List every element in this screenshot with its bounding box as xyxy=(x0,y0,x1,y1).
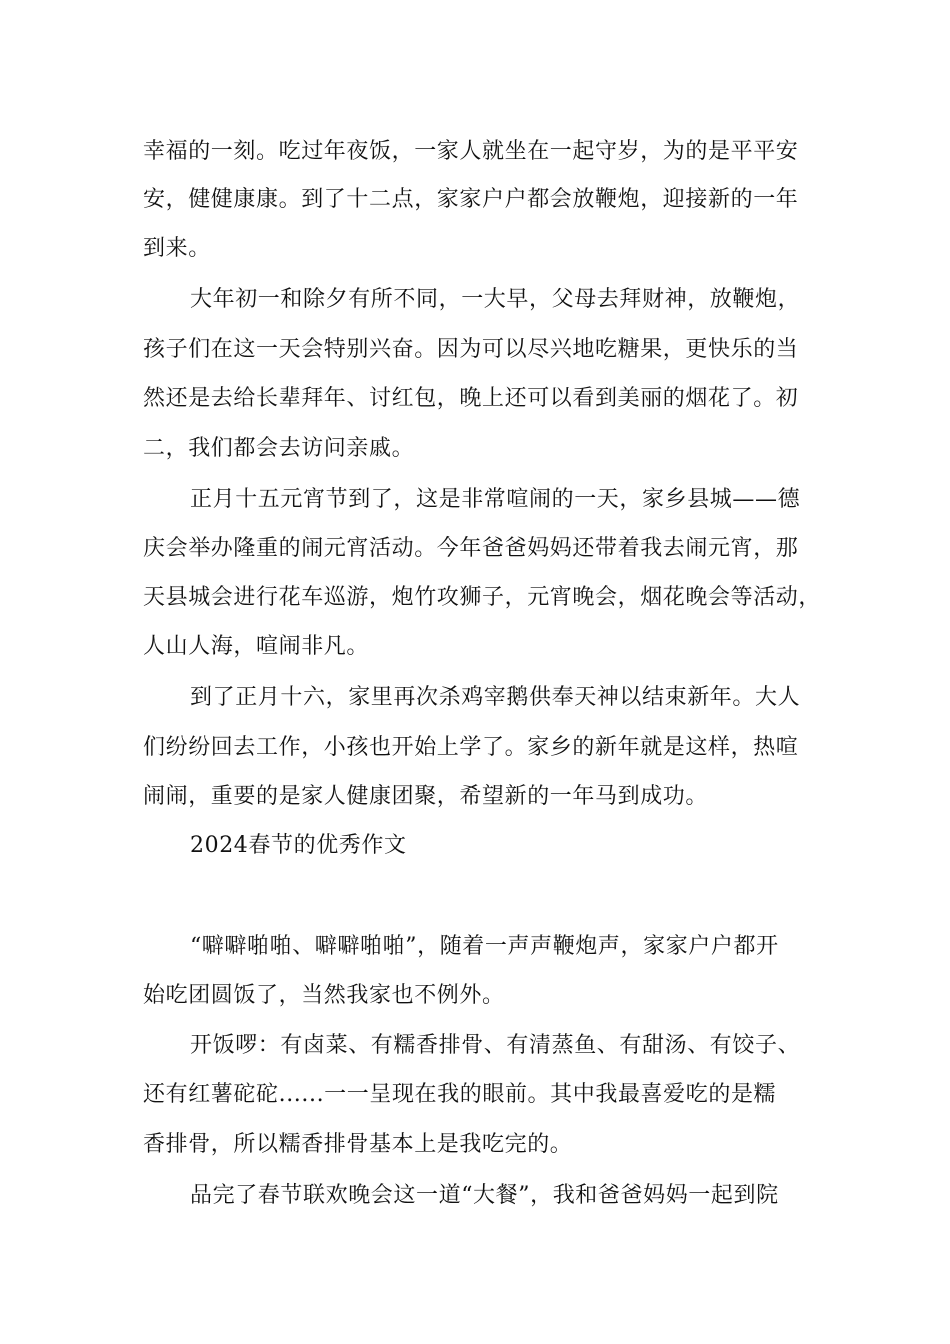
text-line: 香排骨，所以糯香排骨基本上是我吃完的。 xyxy=(143,1132,573,1157)
text-line: 始吃团圆饭了，当然我家也不例外。 xyxy=(143,983,505,1008)
text-line: 幸福的一刻。吃过年夜饭，一家人就坐在一起守岁，为的是平平安 xyxy=(143,139,799,164)
paragraph-first-line: 开饭啰：有卤菜、有糯香排骨、有清蒸鱼、有甜汤、有饺子、 xyxy=(190,1033,801,1058)
text-line: 天县城会进行花车巡游，炮竹攻狮子，元宵晚会，烟花晚会等活动， xyxy=(143,585,822,610)
text-line: 们纷纷回去工作，小孩也开始上学了。家乡的新年就是这样，热喧 xyxy=(143,735,799,760)
text-line: 到来。 xyxy=(143,236,211,261)
text-line: 然还是去给长辈拜年、讨红包，晚上还可以看到美丽的烟花了。初 xyxy=(143,386,799,411)
text-line: 孩子们在这一天会特别兴奋。因为可以尽兴地吃糖果，更快乐的当 xyxy=(143,337,799,362)
text-line: 闹闹，重要的是家人健康团聚，希望新的一年马到成功。 xyxy=(143,784,709,809)
text-line: 安，健健康康。到了十二点，家家户户都会放鞭炮，迎接新的一年 xyxy=(143,187,799,212)
text-line: 人山人海，喧闹非凡。 xyxy=(143,634,370,659)
paragraph-first-line: 大年初一和除夕有所不同，一大早，父母去拜财神，放鞭炮， xyxy=(190,287,801,312)
paragraph-first-line: 到了正月十六，家里再次杀鸡宰鹅供奉天神以结束新年。大人 xyxy=(190,685,801,710)
text-line: 二，我们都会去访问亲戚。 xyxy=(143,436,415,461)
section-title: 2024春节的优秀作文 xyxy=(190,833,407,858)
paragraph-first-line: 品完了春节联欢晚会这一道“大餐”，我和爸爸妈妈一起到院 xyxy=(190,1183,779,1208)
paragraph-first-line: “噼噼啪啪、噼噼啪啪”，随着一声声鞭炮声，家家户户都开 xyxy=(190,934,779,959)
paragraph-first-line: 正月十五元宵节到了，这是非常喧闹的一天，家乡县城——德 xyxy=(190,487,801,512)
text-line: 还有红薯砣砣......一一呈现在我的眼前。其中我最喜爱吃的是糯 xyxy=(143,1082,777,1107)
text-line: 庆会举办隆重的闹元宵活动。今年爸爸妈妈还带着我去闹元宵，那 xyxy=(143,536,799,561)
